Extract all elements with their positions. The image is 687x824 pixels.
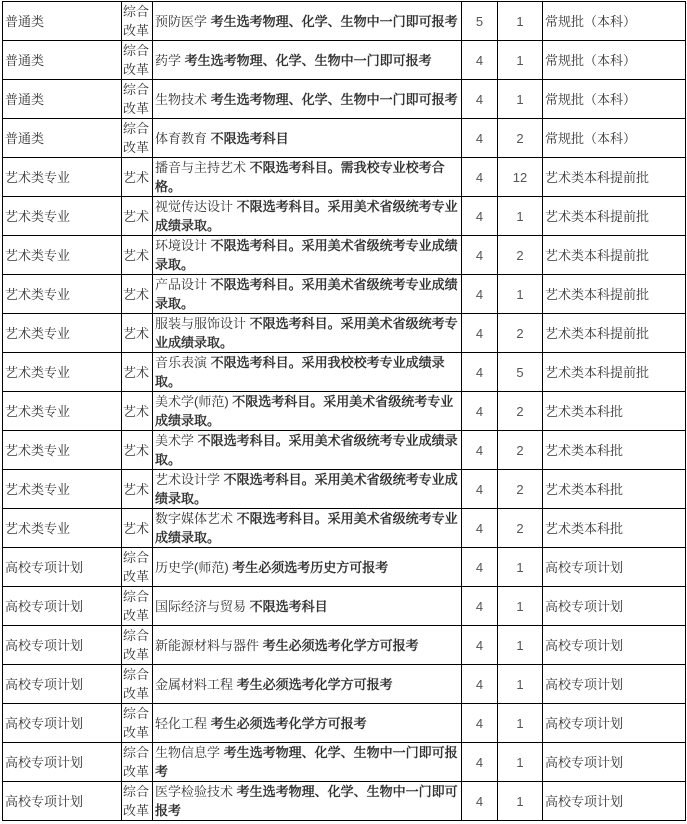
count-cell: 2 xyxy=(498,314,543,353)
table-row xyxy=(3,431,686,470)
major-name: 国际经济与贸易 xyxy=(155,598,247,614)
major-cell xyxy=(153,743,462,782)
count-cell: 5 xyxy=(498,353,543,392)
years-cell: 4 xyxy=(462,236,498,275)
category-cell: 艺术类专业 xyxy=(3,353,122,392)
major-cell xyxy=(153,626,462,665)
major-requirement: 不限选考科目。采用美术省级统考专业成绩录取。 xyxy=(155,238,458,272)
batch-cell: 常规批（本科） xyxy=(543,80,686,119)
major-requirement: 不限选考科目。采用我校校考专业成绩录取。 xyxy=(155,355,445,389)
type-cell: 综合改革 xyxy=(122,119,153,158)
major-requirement: 不限选考科目 xyxy=(249,598,328,614)
count-cell: 1 xyxy=(498,275,543,314)
major-name: 体育教育 xyxy=(155,130,208,146)
major-name: 药学 xyxy=(155,52,182,68)
batch-cell: 艺术类本科提前批 xyxy=(543,353,686,392)
category-cell: 高校专项计划 xyxy=(3,665,122,704)
years-cell: 4 xyxy=(462,392,498,431)
category-cell: 普通类 xyxy=(3,2,122,41)
major-name: 艺术设计学 xyxy=(155,472,221,487)
count-cell: 1 xyxy=(498,743,543,782)
enrollment-plan-table xyxy=(2,1,686,821)
category-cell: 艺术类专业 xyxy=(3,431,122,470)
count-cell: 1 xyxy=(498,665,543,704)
years-cell: 4 xyxy=(462,314,498,353)
major-requirement: 不限选考科目。采用美术省级统考专业成绩录取。 xyxy=(155,277,458,311)
count-cell: 1 xyxy=(498,548,543,587)
batch-cell: 高校专项计划 xyxy=(543,626,686,665)
type-cell: 艺术 xyxy=(122,431,153,470)
batch-cell: 常规批（本科） xyxy=(543,119,686,158)
type-cell: 艺术 xyxy=(122,197,153,236)
major-name: 服装与服饰设计 xyxy=(155,316,247,331)
major-requirement: 考生选考物理、化学、生物中一门即可报考 xyxy=(184,52,432,68)
major-name: 产品设计 xyxy=(155,277,208,292)
years-cell: 4 xyxy=(462,275,498,314)
major-cell xyxy=(153,197,462,236)
count-cell: 1 xyxy=(498,80,543,119)
major-requirement: 不限选考科目。采用美术省级统考专业成绩录取。 xyxy=(155,472,458,506)
table-row xyxy=(3,665,686,704)
years-cell: 4 xyxy=(462,626,498,665)
major-cell xyxy=(153,353,462,392)
years-cell: 4 xyxy=(462,353,498,392)
type-cell: 综合改革 xyxy=(122,704,153,743)
type-cell: 艺术 xyxy=(122,314,153,353)
major-requirement: 不限选考科目。需我校专业校考合格。 xyxy=(155,160,445,194)
category-cell: 艺术类专业 xyxy=(3,197,122,236)
type-cell: 艺术 xyxy=(122,470,153,509)
major-cell xyxy=(153,119,462,158)
major-name: 美术学(师范) xyxy=(155,394,229,409)
years-cell: 4 xyxy=(462,41,498,80)
table-row xyxy=(3,470,686,509)
major-name: 数字媒体艺术 xyxy=(155,511,234,526)
table-row xyxy=(3,314,686,353)
major-name: 美术学 xyxy=(155,433,195,448)
major-requirement: 考生必须选考化学方可报考 xyxy=(210,715,367,731)
table-row xyxy=(3,392,686,431)
major-name: 医学检验技术 xyxy=(155,784,234,799)
count-cell: 1 xyxy=(498,41,543,80)
batch-cell: 常规批（本科） xyxy=(543,41,686,80)
category-cell: 高校专项计划 xyxy=(3,743,122,782)
major-cell xyxy=(153,80,462,119)
years-cell: 4 xyxy=(462,704,498,743)
major-name: 视觉传达设计 xyxy=(155,199,234,214)
type-cell: 综合改革 xyxy=(122,626,153,665)
major-requirement: 不限选考科目。采用美术省级统考专业成绩录取。 xyxy=(155,394,454,428)
batch-cell: 艺术类本科提前批 xyxy=(543,197,686,236)
category-cell: 艺术类专业 xyxy=(3,470,122,509)
type-cell: 综合改革 xyxy=(122,41,153,80)
table-row xyxy=(3,275,686,314)
years-cell: 4 xyxy=(462,431,498,470)
category-cell: 艺术类专业 xyxy=(3,158,122,197)
category-cell: 艺术类专业 xyxy=(3,275,122,314)
years-cell: 4 xyxy=(462,509,498,548)
major-cell xyxy=(153,704,462,743)
major-requirement: 考生选考物理、化学、生物中一门即可报考 xyxy=(210,91,458,107)
major-requirement: 不限选考科目。采用美术省级统考专业成绩录取。 xyxy=(155,316,458,350)
type-cell: 艺术 xyxy=(122,392,153,431)
major-cell xyxy=(153,470,462,509)
category-cell: 普通类 xyxy=(3,119,122,158)
table-row xyxy=(3,548,686,587)
major-name: 轻化工程 xyxy=(155,715,208,731)
type-cell: 综合改革 xyxy=(122,782,153,821)
major-requirement: 考生必须选考历史方可报考 xyxy=(232,559,389,575)
type-cell: 综合改革 xyxy=(122,665,153,704)
batch-cell: 艺术类本科批 xyxy=(543,392,686,431)
batch-cell: 艺术类本科批 xyxy=(543,509,686,548)
type-cell: 艺术 xyxy=(122,509,153,548)
batch-cell: 艺术类本科批 xyxy=(543,470,686,509)
major-cell xyxy=(153,548,462,587)
count-cell: 12 xyxy=(498,158,543,197)
major-name: 预防医学 xyxy=(155,13,208,29)
batch-cell: 艺术类本科提前批 xyxy=(543,236,686,275)
type-cell: 综合改革 xyxy=(122,743,153,782)
major-requirement: 考生选考物理、化学、生物中一门即可报考 xyxy=(155,784,458,818)
category-cell: 艺术类专业 xyxy=(3,509,122,548)
table-row xyxy=(3,41,686,80)
category-cell: 高校专项计划 xyxy=(3,704,122,743)
major-cell xyxy=(153,782,462,821)
years-cell: 4 xyxy=(462,119,498,158)
count-cell: 2 xyxy=(498,119,543,158)
major-requirement: 不限选考科目。采用美术省级统考专业成绩录取。 xyxy=(155,433,458,467)
table-row xyxy=(3,509,686,548)
major-cell xyxy=(153,587,462,626)
type-cell: 综合改革 xyxy=(122,2,153,41)
years-cell: 5 xyxy=(462,2,498,41)
years-cell: 4 xyxy=(462,548,498,587)
count-cell: 1 xyxy=(498,587,543,626)
category-cell: 艺术类专业 xyxy=(3,392,122,431)
major-cell xyxy=(153,41,462,80)
table-row xyxy=(3,80,686,119)
batch-cell: 艺术类本科提前批 xyxy=(543,275,686,314)
category-cell: 高校专项计划 xyxy=(3,587,122,626)
major-requirement: 考生选考物理、化学、生物中一门即可报考 xyxy=(210,13,458,29)
batch-cell: 高校专项计划 xyxy=(543,587,686,626)
type-cell: 综合改革 xyxy=(122,548,153,587)
major-cell xyxy=(153,275,462,314)
count-cell: 2 xyxy=(498,509,543,548)
type-cell: 艺术 xyxy=(122,236,153,275)
table-row xyxy=(3,119,686,158)
table-row xyxy=(3,743,686,782)
count-cell: 2 xyxy=(498,236,543,275)
major-requirement: 考生必须选考化学方可报考 xyxy=(236,676,393,692)
major-cell xyxy=(153,314,462,353)
years-cell: 4 xyxy=(462,665,498,704)
major-name: 新能源材料与器件 xyxy=(155,637,260,653)
major-name: 金属材料工程 xyxy=(155,676,234,692)
years-cell: 4 xyxy=(462,743,498,782)
major-requirement: 不限选考科目。采用美术省级统考专业成绩录取。 xyxy=(155,511,458,545)
major-name: 生物信息学 xyxy=(155,745,221,760)
category-cell: 高校专项计划 xyxy=(3,626,122,665)
batch-cell: 高校专项计划 xyxy=(543,704,686,743)
type-cell: 艺术 xyxy=(122,158,153,197)
batch-cell: 高校专项计划 xyxy=(543,665,686,704)
batch-cell: 艺术类本科提前批 xyxy=(543,158,686,197)
type-cell: 艺术 xyxy=(122,275,153,314)
batch-cell: 常规批（本科） xyxy=(543,2,686,41)
major-requirement: 不限选考科目 xyxy=(210,130,289,146)
table-row xyxy=(3,197,686,236)
major-cell xyxy=(153,236,462,275)
type-cell: 综合改革 xyxy=(122,587,153,626)
major-name: 环境设计 xyxy=(155,238,208,253)
count-cell: 1 xyxy=(498,2,543,41)
major-requirement: 不限选考科目。采用美术省级统考专业成绩录取。 xyxy=(155,199,458,233)
table-row xyxy=(3,782,686,821)
count-cell: 2 xyxy=(498,392,543,431)
table-row xyxy=(3,2,686,41)
category-cell: 高校专项计划 xyxy=(3,548,122,587)
major-name: 音乐表演 xyxy=(155,355,208,370)
category-cell: 艺术类专业 xyxy=(3,314,122,353)
count-cell: 1 xyxy=(498,782,543,821)
category-cell: 普通类 xyxy=(3,80,122,119)
major-cell xyxy=(153,431,462,470)
major-cell xyxy=(153,509,462,548)
major-cell xyxy=(153,392,462,431)
major-cell xyxy=(153,665,462,704)
type-cell: 艺术 xyxy=(122,353,153,392)
table-body xyxy=(3,2,686,821)
major-name: 历史学(师范) xyxy=(155,559,229,575)
count-cell: 1 xyxy=(498,626,543,665)
major-cell xyxy=(153,158,462,197)
batch-cell: 艺术类本科提前批 xyxy=(543,314,686,353)
category-cell: 艺术类专业 xyxy=(3,236,122,275)
major-name: 播音与主持艺术 xyxy=(155,160,247,175)
table-row xyxy=(3,158,686,197)
years-cell: 4 xyxy=(462,470,498,509)
major-requirement: 考生必须选考化学方可报考 xyxy=(262,637,419,653)
years-cell: 4 xyxy=(462,158,498,197)
years-cell: 4 xyxy=(462,782,498,821)
years-cell: 4 xyxy=(462,80,498,119)
table-row xyxy=(3,236,686,275)
category-cell: 普通类 xyxy=(3,41,122,80)
type-cell: 综合改革 xyxy=(122,80,153,119)
count-cell: 2 xyxy=(498,431,543,470)
table-row xyxy=(3,704,686,743)
category-cell: 高校专项计划 xyxy=(3,782,122,821)
major-name: 生物技术 xyxy=(155,91,208,107)
years-cell: 4 xyxy=(462,587,498,626)
table-row xyxy=(3,626,686,665)
major-cell xyxy=(153,2,462,41)
batch-cell: 高校专项计划 xyxy=(543,743,686,782)
count-cell: 1 xyxy=(498,197,543,236)
batch-cell: 高校专项计划 xyxy=(543,548,686,587)
count-cell: 2 xyxy=(498,470,543,509)
count-cell: 1 xyxy=(498,704,543,743)
batch-cell: 高校专项计划 xyxy=(543,782,686,821)
table-row xyxy=(3,353,686,392)
batch-cell: 艺术类本科批 xyxy=(543,431,686,470)
table-row xyxy=(3,587,686,626)
years-cell: 4 xyxy=(462,197,498,236)
major-requirement: 考生选考物理、化学、生物中一门即可报考 xyxy=(155,745,458,779)
